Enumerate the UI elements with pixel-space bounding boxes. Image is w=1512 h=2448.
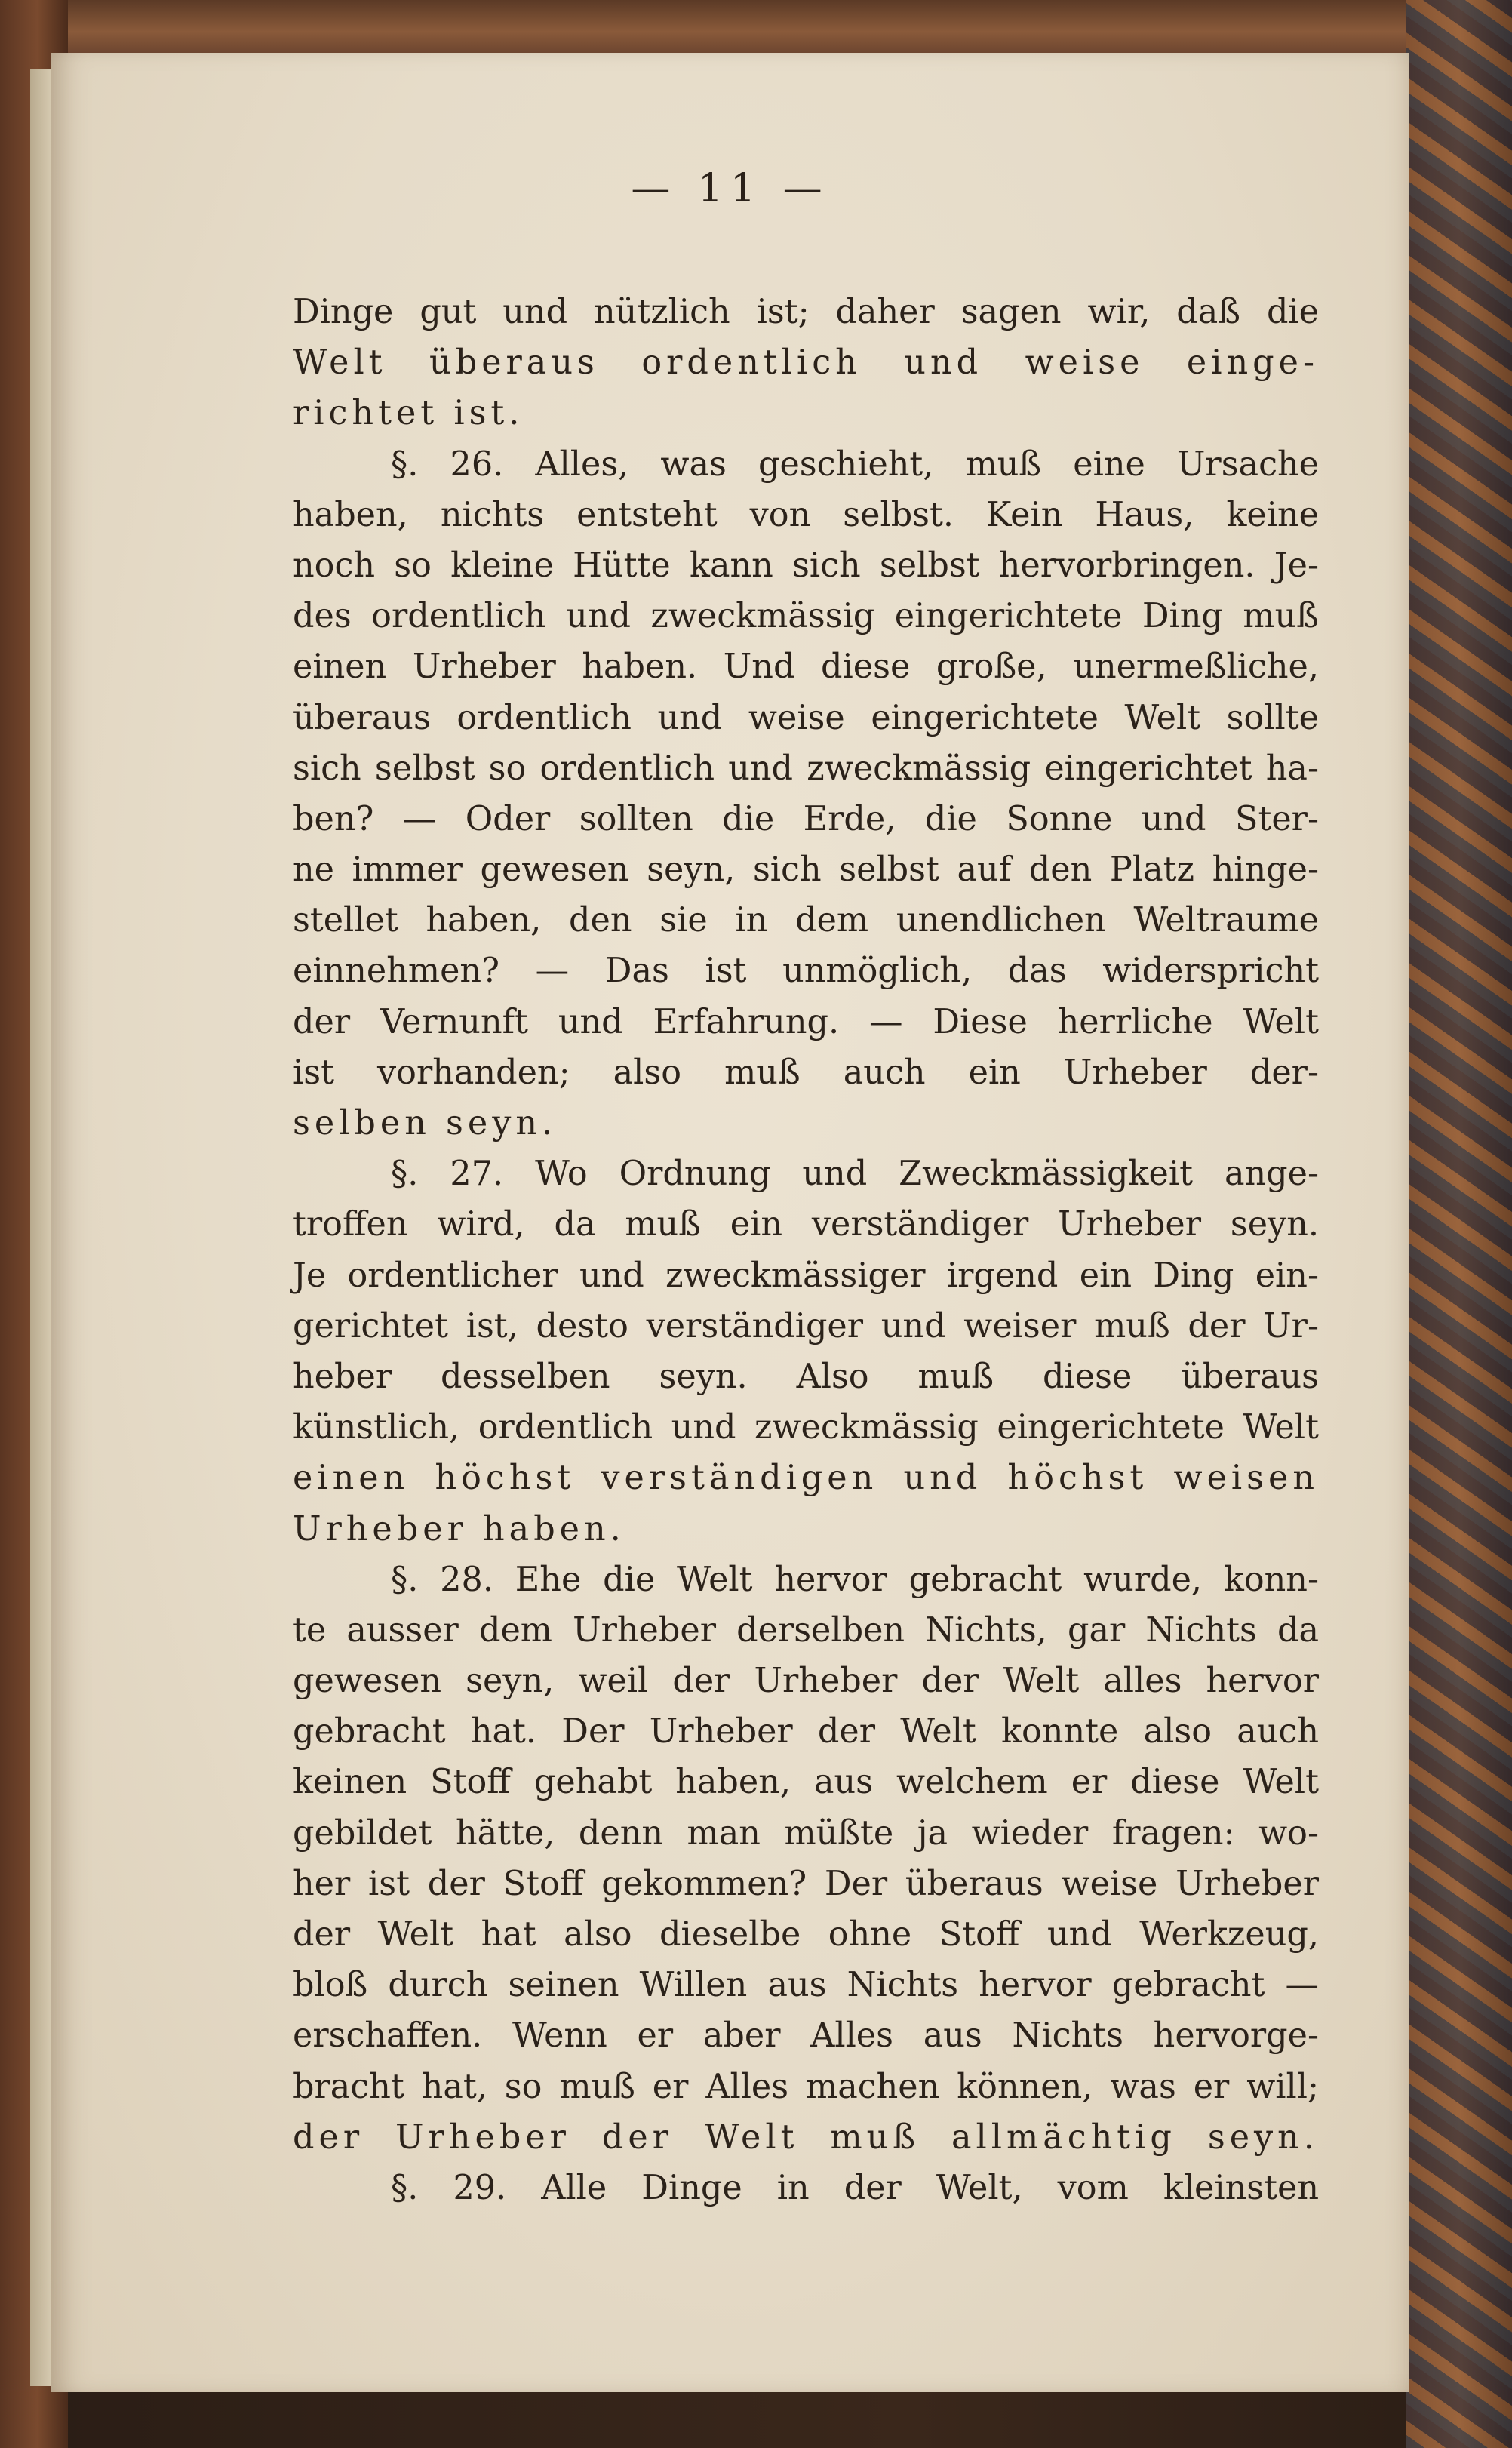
text-line: gewesen seyn, weil der Urheber der Welt alles hervor [293, 1662, 1319, 1701]
text-line: stellet haben, den sie in dem unendlichen Weltraume [293, 901, 1319, 940]
text-line: bracht hat, so muß er Alles machen können, was er will; [293, 2067, 1319, 2106]
text-line: te ausser dem Urheber derselben Nichts, gar Nichts da [293, 1610, 1319, 1650]
text-line: heber desselben seyn. Also muß diese überaus [293, 1357, 1319, 1396]
text-line: der Welt hat also dieselbe ohne Stoff und Werkzeug, [293, 1915, 1319, 1954]
text-line: gebracht hat. Der Urheber der Welt konnte also auch [293, 1712, 1319, 1751]
text-line: her ist der Stoff gekommen? Der überaus weise Urheber [293, 1864, 1319, 1903]
text-line: des ordentlich und zweckmässig eingerichtete Ding muß [293, 597, 1319, 636]
text-line: einnehmen? — Das ist unmöglich, das widerspricht [293, 952, 1319, 991]
book-page [51, 53, 1409, 2392]
text-line: richtet ist. [293, 394, 524, 433]
text-line: ist vorhanden; also muß auch ein Urheber der- [293, 1053, 1319, 1092]
text-line: haben, nichts entsteht von selbst. Kein Haus, keine [293, 495, 1319, 534]
left-page-edge [30, 69, 53, 2386]
text-line: §. 27. Wo Ordnung und Zweckmässigkeit ange- [391, 1155, 1319, 1194]
text-line: Urheber haben. [293, 1509, 625, 1548]
text-line: ben? — Oder sollten die Erde, die Sonne und Ster- [293, 799, 1319, 838]
book-top-edge [0, 0, 1512, 53]
text-line: troffen wird, da muß ein verständiger Urheber seyn. [293, 1205, 1319, 1244]
text-line: §. 26. Alles, was geschieht, muß eine Ursache [391, 444, 1319, 484]
text-line: Dinge gut und nützlich ist; daher sagen wir, daß die [293, 293, 1319, 331]
text-line: sich selbst so ordentlich und zweckmässig eingerichtet ha- [293, 749, 1319, 788]
text-line: der Urheber der Welt muß allmächtig seyn. [293, 2117, 1319, 2157]
text-line: selben seyn. [293, 1104, 558, 1143]
text-line: der Vernunft und Erfahrung. — Diese herrliche Welt [293, 1002, 1319, 1041]
text-line: keinen Stoff gehabt haben, aus welchem er diese Welt [293, 1763, 1319, 1802]
page-number: — 11 — [631, 166, 830, 211]
text-line: §. 28. Ehe die Welt hervor gebracht wurde, konn- [391, 1560, 1319, 1599]
text-line: einen Urheber haben. Und diese große, unermeßliche, [293, 647, 1319, 687]
text-line: §. 29. Alle Dinge in der Welt, vom kleinsten [391, 2168, 1319, 2207]
body-text [293, 287, 1319, 2213]
text-line: Welt überaus ordentlich und weise einge- [293, 343, 1319, 383]
text-line: ne immer gewesen seyn, sich selbst auf den Platz hinge- [293, 850, 1319, 890]
text-line: künstlich, ordentlich und zweckmässig eingerichtete Welt [293, 1408, 1319, 1447]
text-line: überaus ordentlich und weise eingerichtete Welt sollte [293, 698, 1319, 737]
text-line: bloß durch seinen Willen aus Nichts hervor gebracht — [293, 1966, 1319, 2005]
text-line: erschaffen. Wenn er aber Alles aus Nichts hervorge- [293, 2016, 1319, 2056]
text-line: noch so kleine Hütte kann sich selbst hervorbringen. Je- [293, 546, 1319, 585]
marbled-cover [1406, 0, 1512, 2448]
text-line: einen höchst verständigen und höchst weisen [293, 1459, 1319, 1498]
text-line: gebildet hätte, denn man müßte ja wieder fragen: wo- [293, 1813, 1319, 1853]
text-line: Je ordentlicher und zweckmässiger irgend ein Ding ein- [293, 1256, 1319, 1295]
text-line: gerichtet ist, desto verständiger und weiser muß der Ur- [293, 1306, 1319, 1345]
